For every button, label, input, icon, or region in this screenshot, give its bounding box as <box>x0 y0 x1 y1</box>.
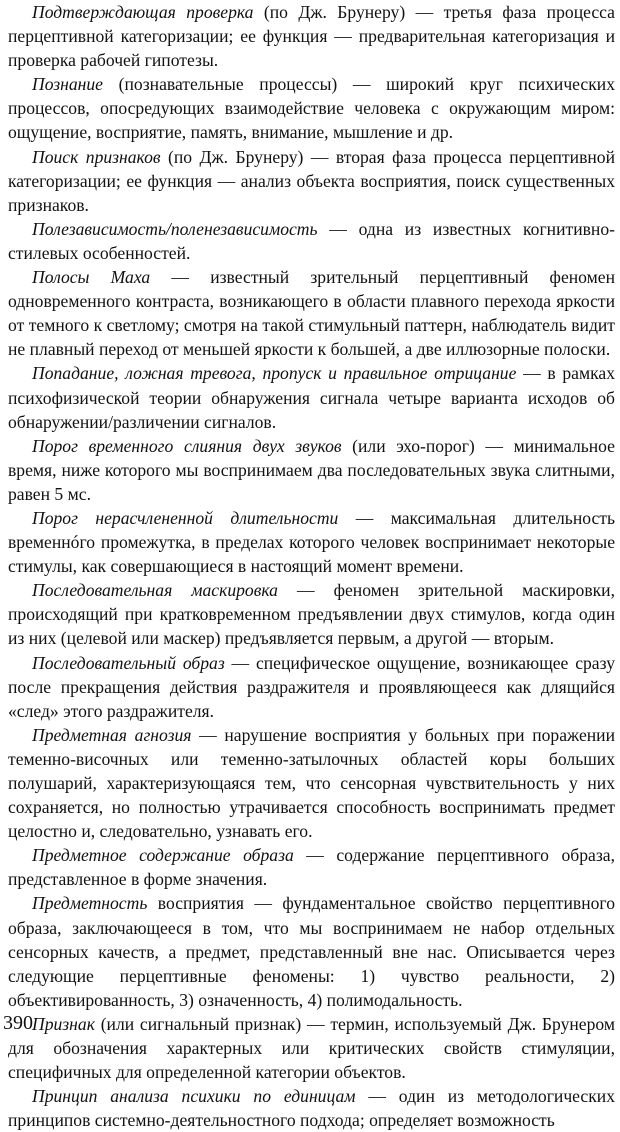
dictionary-entry <box>8 578 615 650</box>
entry-definition: (или эхо-порог) — минимальное время, ниже которого мы воспринимаем два последовательных звука слитными, равен 5 мс. <box>8 435 615 504</box>
entry-definition: — содержание перцептивного образа, представленное в форме значения. <box>8 845 615 890</box>
dictionary-entry <box>8 506 615 578</box>
entry-term: Предметная агнозия <box>32 724 192 745</box>
page-number: 390 <box>3 1012 33 1034</box>
entry-definition: — известный зрительный перцептивный феномен одновременного контраста, возникающего в области плавного перехода яркости от темного к светлому; смотря на такой стимульный паттерн, наблюдатель видит не плавный переход от меньшей яркости к большей, а две иллюзорные полоски. <box>8 267 615 360</box>
entry-term: Порог нерасчлененной длительности <box>32 507 339 528</box>
entry-term: Попадание, ложная тревога, пропуск и правильное отрицание <box>32 363 517 384</box>
dictionary-entry <box>8 723 615 843</box>
entry-definition: — в рамках психофизической теории обнаружения сигнала четыре варианта исходов об обнаружении/различении сигналов. <box>8 363 615 432</box>
entry-definition: — максимальная длительность временнóго промежутка, в пределах которого человек воспринимает некоторые стимулы, как совершающиеся в настоящий момент времени. <box>8 507 615 577</box>
dictionary-entry <box>8 843 615 891</box>
entry-term: Последовательная маскировка <box>32 580 278 601</box>
dictionary-entry <box>8 265 615 361</box>
entry-definition: (или сигнальный признак) — термин, используемый Дж. Брунером для обозначения характерных или критических свойств стимуляции, специфичных для определенной категории объектов. <box>8 1013 615 1083</box>
dictionary-entry <box>8 0 615 72</box>
entry-term: Последовательный образ <box>32 652 225 673</box>
dictionary-entry <box>8 1084 615 1132</box>
entry-definition: (познавательные процессы) — широкий круг психических процессов, опосредующих взаимодействие человека с окружающим миром: ощущение, восприятие, память, внимание, мышление и др. <box>8 74 615 143</box>
entry-definition: (по Дж. Брунеру) — вторая фаза процесса перцептивной категоризации; ее функция — анализ объекта восприятия, поиск существенных признаков. <box>8 146 616 215</box>
entry-definition: — специфическое ощущение, возникающее сразу после прекращения действия раздражителя и проявляющееся как длящийся «след» этого раздражителя. <box>8 652 615 721</box>
dictionary-entry <box>8 72 615 144</box>
dictionary-entry <box>8 1012 615 1084</box>
entry-definition: — феномен зрительной маскировки, происходящий при кратковременном предъявлении двух стимулов, когда один из них (целевой или маскер) предъявляется первым, а другой — вторым. <box>8 580 615 649</box>
entry-term: Поиск признаков <box>32 146 161 167</box>
entry-term: Познание <box>32 74 103 95</box>
dictionary-entry <box>8 651 615 723</box>
entry-term: Признак <box>32 1013 95 1034</box>
entry-term: Порог временного слияния двух звуков <box>32 435 342 456</box>
dictionary-entry <box>8 217 615 265</box>
dictionary-entry <box>8 145 615 217</box>
entry-definition: — один из методологических принципов системно-деятельностного подхода; определяет возможность <box>8 1086 615 1131</box>
entry-definition: — одна из известных когнитивно-стилевых особенностей. <box>8 218 615 263</box>
entry-definition: (по Дж. Брунеру) — третья фаза процесса перцептивной категоризации; ее функция — предварительная категоризация и проверка рабочей гипотезы. <box>8 2 615 71</box>
dictionary-entry <box>8 361 615 433</box>
dictionary-page <box>8 0 615 1132</box>
entry-term: Предметное содержание образа <box>32 845 294 866</box>
entry-term: Предметность <box>32 893 148 914</box>
dictionary-entry <box>8 434 615 506</box>
entry-definition: — нарушение восприятия у больных при поражении теменно-височных или теменно-затылочных областей коры больших полушарий, характеризующаяся тем, что сенсорная чувствительность у них сохраняется, но полностью утрачивается способность воспринимать предмет целостно и, следовательно, узнавать его. <box>8 724 615 842</box>
dictionary-entry <box>8 891 615 1011</box>
entry-term: Полосы Маха <box>32 267 151 288</box>
entry-term: Полезависимость/поленезависимость <box>32 218 318 239</box>
entry-term: Подтверждающая проверка <box>32 2 254 22</box>
entry-term: Принцип анализа психики по единицам <box>32 1086 356 1107</box>
entry-definition: восприятия — фундаментальное свойство перцептивного образа, заключающееся в том, что мы воспринимаем не набор отдельных сенсорных качеств, а предмет, представленный вне нас. Описывается через следующие перцептивные феномены: 1) чувство реальности, 2) объективированность, 3) означенность, 4) полимодальность. <box>8 893 615 1010</box>
